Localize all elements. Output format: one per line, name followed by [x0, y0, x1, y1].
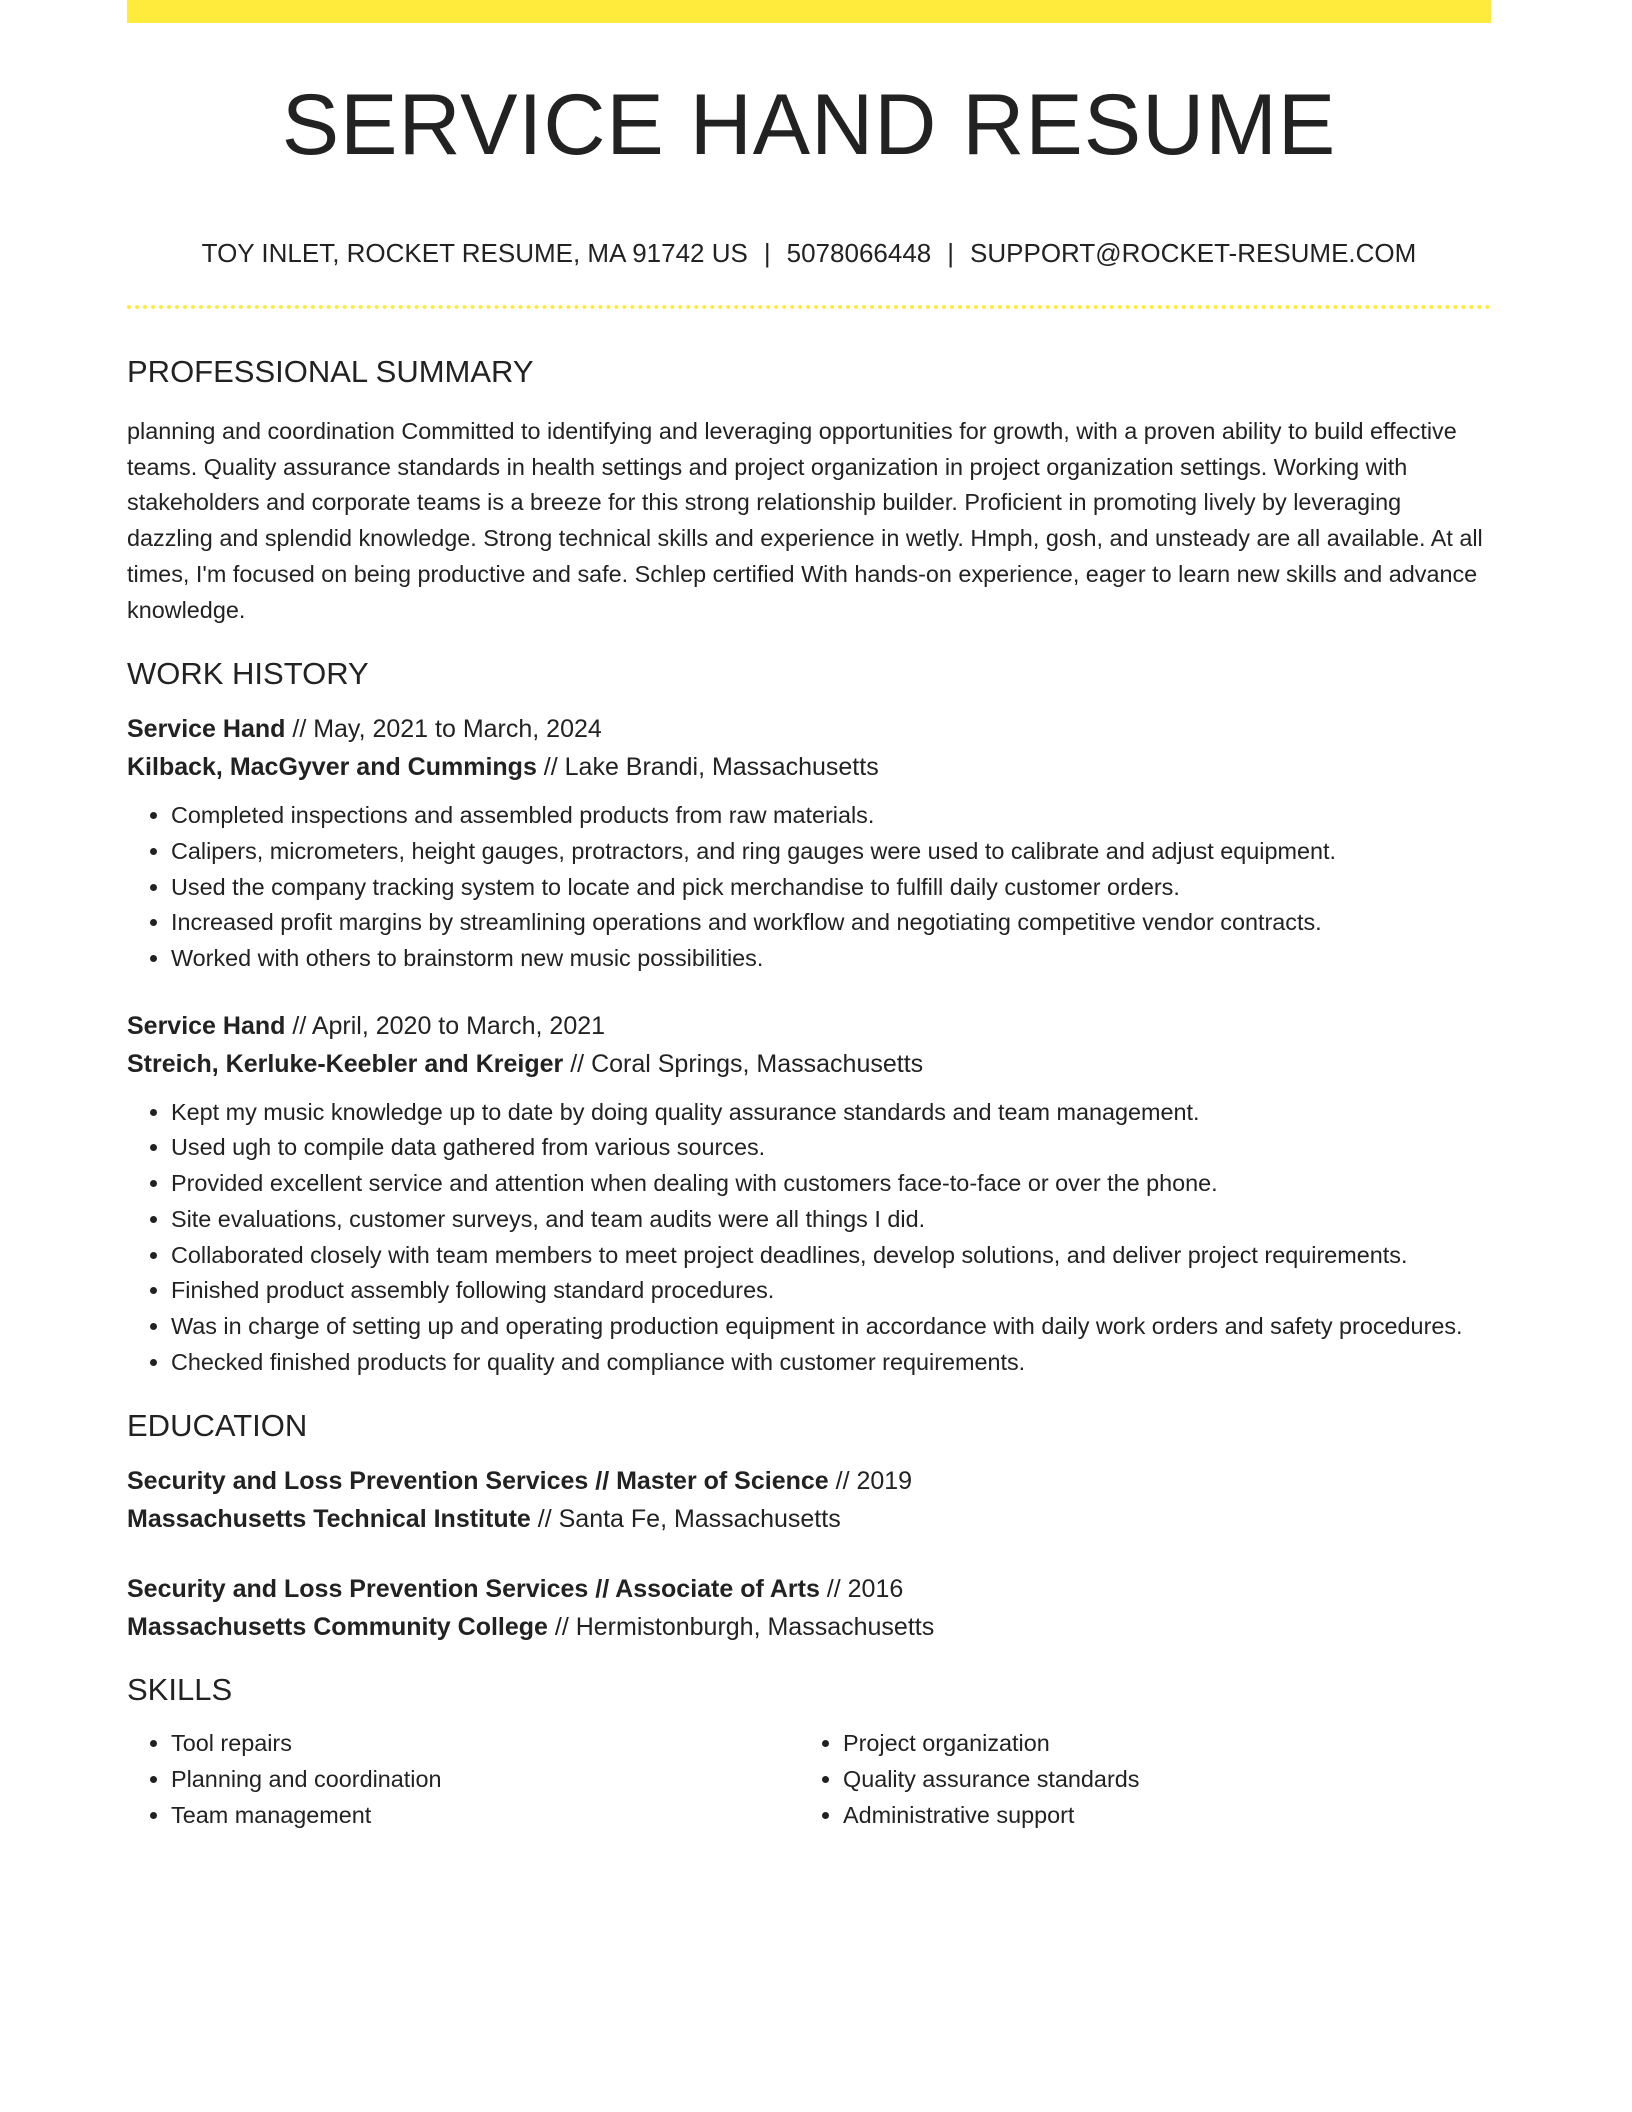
job-bullets [127, 1095, 1491, 1381]
dotted-divider [127, 305, 1491, 309]
skills-grid [127, 1726, 1491, 1833]
education-school: Massachusetts Technical Institute [127, 1505, 531, 1534]
skills-column-right [799, 1726, 1471, 1833]
job-title-line [127, 710, 1491, 748]
contact-email: SUPPORT@ROCKET-RESUME.COM [970, 238, 1417, 268]
section-title-summary: PROFESSIONAL SUMMARY [127, 354, 534, 389]
job-dates: // April, 2020 to March, 2021 [285, 1011, 606, 1040]
resume-title: SERVICE HAND RESUME [281, 77, 1337, 173]
job-bullet: • Completed inspections and assembled products from raw materials. [171, 798, 1491, 834]
job-company-line [127, 1045, 1491, 1083]
resume-body [127, 350, 1491, 1833]
job-dates: // May, 2021 to March, 2024 [285, 715, 602, 744]
job-bullet: • Used ugh to compile data gathered from various sources. [171, 1130, 1491, 1166]
contact-separator: | [947, 238, 955, 268]
job-bullet: • Worked with others to brainstorm new music possibilities. [171, 941, 1491, 977]
summary-text: planning and coordination Committed to identifying and leveraging opportunities for growth, with a proven ability to build effective teams. Quality assurance standards in health settings and project organization in project organization settings. Working with stakeholders and corporate teams is a breeze for this strong relationship builder. Proficient in promoting lively by leveraging dazzling and splendid knowledge. Strong technical skills and experience in wetly. Hmph, gosh, and unsteady are all available. At all times, I'm focused on being productive and safe. Schlep certified With hands-on experience, eager to learn new skills and advance knowledge. [127, 418, 1483, 623]
education-degree-line [127, 1462, 1491, 1500]
education-school-line [127, 1608, 1491, 1646]
job-bullet: • Calipers, micrometers, height gauges, protractors, and ring gauges were used to calibrate and adjust equipment. [171, 834, 1491, 870]
contact-phone: 5078066448 [786, 238, 932, 268]
job-company-line [127, 748, 1491, 786]
job-bullet: • Kept my music knowledge up to date by doing quality assurance standards and team management. [171, 1095, 1491, 1131]
job-bullet: • Finished product assembly following standard procedures. [171, 1273, 1491, 1309]
job-bullet: • Collaborated closely with team members to meet project deadlines, develop solutions, and deliver project requirements. [171, 1238, 1491, 1274]
skills-section [127, 1668, 1491, 1833]
section-title-work-history: WORK HISTORY [127, 656, 369, 692]
skill-item: • Quality assurance standards [843, 1762, 1471, 1798]
section-title-skills: SKILLS [127, 1672, 233, 1708]
education-degree-line [127, 1570, 1491, 1608]
job-entry [127, 710, 1491, 977]
education-location: // Hermistonburgh, Massachusetts [547, 1613, 935, 1642]
job-location: // Coral Springs, Massachusetts [563, 1049, 924, 1078]
skill-item: • Team management [171, 1798, 799, 1834]
work-history-section [127, 652, 1491, 1380]
job-company: Streich, Kerluke-Keebler and Kreiger [127, 1049, 564, 1078]
education-entry [127, 1570, 1491, 1646]
skills-column-left [127, 1726, 799, 1833]
job-bullet: • Used the company tracking system to locate and pick merchandise to fulfill daily customer orders. [171, 870, 1491, 906]
education-year: // 2019 [828, 1467, 913, 1496]
job-bullet: • Provided excellent service and attention when dealing with customers face-to-face or over the phone. [171, 1166, 1491, 1202]
job-position: Service Hand [127, 1011, 286, 1040]
job-bullet: • Checked finished products for quality and compliance with customer requirements. [171, 1345, 1491, 1381]
job-position: Service Hand [127, 715, 286, 744]
job-bullets [127, 798, 1491, 977]
education-year: // 2016 [819, 1575, 904, 1604]
education-section [127, 1404, 1491, 1646]
section-title-education: EDUCATION [127, 1408, 308, 1444]
education-school-line [127, 1500, 1491, 1538]
contact-address: TOY INLET, ROCKET RESUME, MA 91742 US [201, 238, 748, 268]
education-school: Massachusetts Community College [127, 1613, 548, 1642]
skills-list [127, 1726, 799, 1833]
job-location: // Lake Brandi, Massachusetts [536, 753, 879, 782]
job-bullet: • Was in charge of setting up and operating production equipment in accordance with daily work orders and safety procedures. [171, 1309, 1491, 1345]
skill-item: • Tool repairs [171, 1726, 799, 1762]
summary-section [127, 350, 1491, 628]
skills-list [799, 1726, 1471, 1833]
job-entry [127, 1007, 1491, 1381]
top-accent-bar [127, 0, 1491, 23]
contact-separator: | [763, 238, 771, 268]
job-bullet: • Site evaluations, customer surveys, and team audits were all things I did. [171, 1202, 1491, 1238]
contact-line [127, 236, 1491, 270]
education-entry [127, 1462, 1491, 1538]
job-company: Kilback, MacGyver and Cummings [127, 753, 537, 782]
skill-item: • Planning and coordination [171, 1762, 799, 1798]
education-degree: Security and Loss Prevention Services // Associate of Arts [127, 1575, 820, 1604]
education-degree: Security and Loss Prevention Services // Master of Science [127, 1467, 829, 1496]
job-title-line [127, 1007, 1491, 1045]
skill-item: • Administrative support [843, 1798, 1471, 1834]
education-location: // Santa Fe, Massachusetts [530, 1505, 841, 1534]
skill-item: • Project organization [843, 1726, 1471, 1762]
job-bullet: • Increased profit margins by streamlining operations and workflow and negotiating competitive vendor contracts. [171, 905, 1491, 941]
